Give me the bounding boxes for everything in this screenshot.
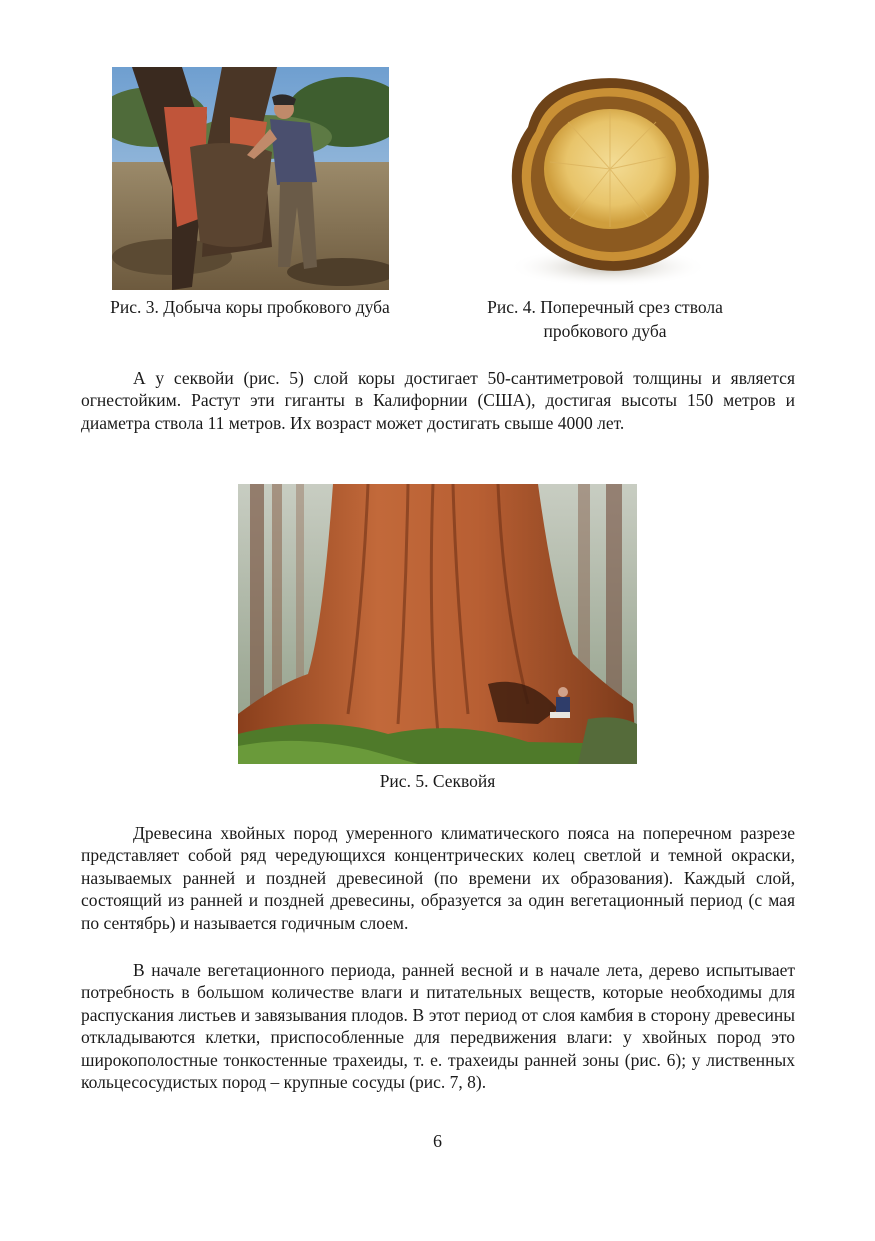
figure-5-caption: Рис. 5. Секвойя [379,771,496,791]
figure-4-image [498,67,718,290]
figure-4-caption-line-1: Рис. 4. Поперечный срез ствола [487,297,723,317]
paragraph-conifer-wood: Древесина хвойных пород умеренного климатического пояса на поперечном разрезе представляет собой ряд чередующихся концентрических колец светлой и темной окраски, называемых ранней и поздней древесиной (по времени их образования). Каждый слой, состоящий из ранней и поздней древесины, образуется за один вегетационный период (с мая по сентябрь) и называется годичным слоем. [81,823,795,933]
page-number: 6 [433,1131,442,1151]
paragraph-vegetation-period: В начале вегетационного периода, ранней весной и в начале лета, дерево испытывает потребность в большом количестве влаги и питательных веществ, которые необходимы для распускания листьев и завязывания плодов. В этот период от слоя камбия в сторону древесины откладываются клетки, приспособленные для передвижения влаги: у хвойных пород это широкополостные тонкостенные трахеиды, т. е. трахеиды ранней зоны (рис. 6); у лиственных кольцесосудистых пород – крупные сосуды (рис. 7, 8). [81,960,795,1093]
paragraph-sequoia: А у секвойи (рис. 5) слой коры достигает 50-сантиметровой толщины и является огнестойким. Растут эти гиганты в Калифорнии (США), достигая высоты 150 метров и диаметра ствола 11 метров. Их возраст может достигать свыше 4000 лет. [81,368,795,433]
figure-3-image [112,67,389,290]
figure-5-image [238,484,637,764]
figure-4-caption-line-2: пробкового дуба [543,321,667,341]
figure-3-caption: Рис. 3. Добыча коры пробкового дуба [110,297,390,317]
